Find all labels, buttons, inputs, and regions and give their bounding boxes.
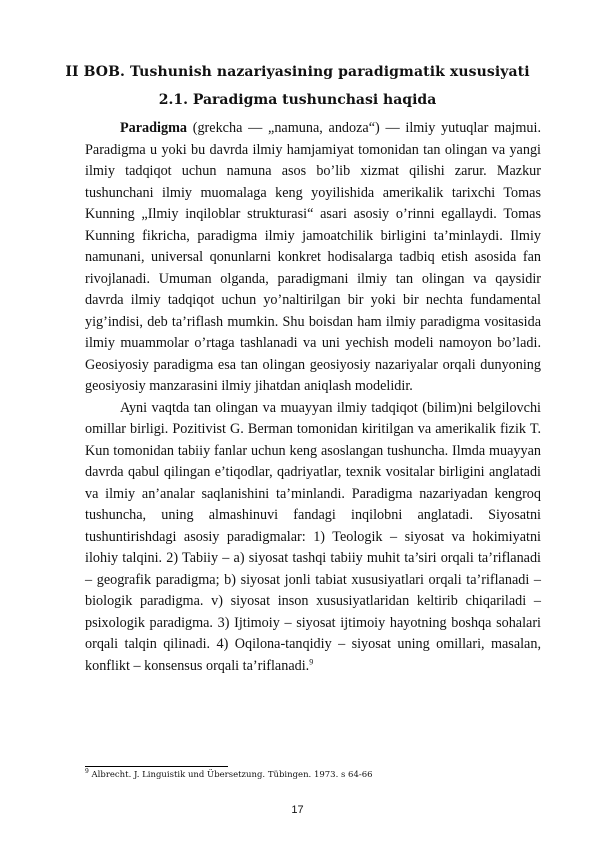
paragraph-2 (85, 398, 541, 678)
footnote-text: Albrecht. J. Linguistik und Übersetzung. Tübingen. 1973. s 64-66 (88, 770, 373, 780)
paragraph-1-text: (grekcha — „namuna, andoza“) — ilmiy yutuqlar majmui. Paradigma u yoki bu davrda ilmiy hamjamiyat tomonidan tan olingan va yangi ilmiy tadqiqot uchun namuna asos bo’lib xizmat qilishi zarur. Mazkur tushunchani ilmiy muomalaga keng yoyilishida amerikalik tarixchi Tomas Kunning „Ilmiy inqiloblar strukturasi“ asari asosiy o’rinni egallaydi. Tomas Kunning fikricha, paradigma ilmiy jamoatchilik birligini ta’minlaydi. Ilmiy namunani, universal qonunlarni konkret hodisalarga tadbiq etish asosida fan rivojlanadi. Umuman olganda, paradigmani ilmiy tan olingan va qaysidir davrda ilmiy tadqiqot uchun yo’naltirilgan bir yoki bir nechta fundamental yig’indisi, deb ta’riflash mumkin. Shu boisdan ham ilmiy paradigma vositasida ilmiy muammolar o’rtaga tashlanadi va uni yechish modeli namoyon bo’ladi. Geosiyosiy paradigma esa tan olingan geosiyosiy nazariyalar orqali dunyoning geosiyosiy manzarasini ilmiy jihatdan aniqlash modelidir. (85, 120, 541, 394)
paragraph-1 (85, 118, 541, 398)
section-title: 2.1. Paradigma tushunchasi haqida (158, 92, 437, 108)
body-text (85, 118, 541, 677)
footnote-reference: 9 (309, 656, 314, 666)
page-number: 17 (291, 804, 304, 816)
term-paradigma: Paradigma (120, 120, 187, 136)
footnote-marker: 9 (85, 768, 89, 776)
footnote-divider (85, 766, 228, 767)
paragraph-2-text: Ayni vaqtda tan olingan va muayyan ilmiy tadqiqot (bilim)ni belgilovchi omillar birligi. Pozitivist G. Berman tomonidan kiritilgan va amerikalik fizik T. Kun tomonidan tabiiy fanlar uchun keng asoslangan tushuncha. Ilmda muayyan davrda qabul qilingan e’tiqodlar, qadriyatlar, texnik vositalar birligini anglatadi va ilmiy an’analar saqlanishini ta’minlandi. Paradigma nazariyadan kengroq tushuncha, uning almashinuvi fandagi inqilobni anglatadi. Siyosatni tushuntirishdagi asosiy paradigmalar: 1) Teologik – siyosat va hokimiyatni ilohiy talqini. 2) Tabiiy – a) siyosat tashqi tabiiy muhit ta’siri orqali ta’riflanadi – geografik paradigma; b) siyosat jonli tabiat xususiyatlari orqali ta’riflanadi – biologik paradigma. v) siyosat inson xususiyatlaridan keltirib chiqariladi – psixologik paradigma. 3) Ijtimoiy – siyosat ijtimoiy hayotning boshqa sohalari orqali talqin qilinadi. 4) Oqilona-tanqidiy – siyosat uning omillari, masalan, konflikt – konsensus orqali ta’riflanadi. (85, 399, 541, 674)
chapter-title: II BOB. Tushunish nazariyasining paradigmatik xususiyati (65, 64, 530, 80)
footnote (85, 770, 373, 780)
